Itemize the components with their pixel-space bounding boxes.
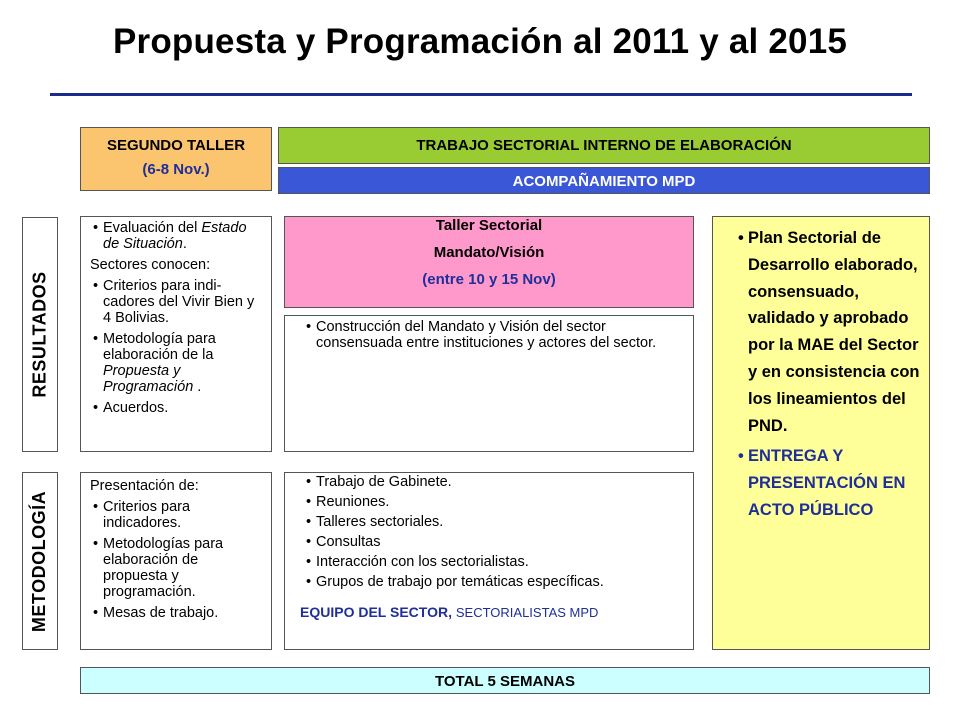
segundo-taller-label: SEGUNDO TALLER xyxy=(106,137,246,154)
taller-sectorial-title: Taller Sectorial xyxy=(435,217,543,234)
acompanamiento-bar: ACOMPAÑAMIENTO MPD xyxy=(278,167,930,194)
taller-sectorial-box xyxy=(284,216,694,308)
list-item: • Consultas xyxy=(316,534,683,550)
segundo-taller-box xyxy=(80,127,272,191)
metodologia-label xyxy=(22,472,58,650)
resultados-left-box xyxy=(80,216,272,452)
taller-sectorial-dates: (entre 10 y 15 Nov) xyxy=(422,271,556,288)
plan-item: • Plan Sectorial de Desarrollo elaborado, consensuado, validado y aprobado por la MAE del Sector y en consistencia con los lineamientos del PND. xyxy=(748,225,921,439)
metodologia-label-text: METODOLOGÍA xyxy=(29,490,50,632)
equipo-normal: SECTORIALISTAS MPD xyxy=(455,605,599,620)
title-rule xyxy=(50,93,912,96)
taller-sectorial-subtitle: Mandato/Visión xyxy=(433,244,545,261)
segundo-taller-dates: (6-8 Nov.) xyxy=(142,161,210,178)
list-item: • Criterios para indi-cadores del Vivir Bien y 4 Bolivias. xyxy=(103,278,265,326)
total-bar: TOTAL 5 SEMANAS xyxy=(80,667,930,694)
list-item: • Mesas de trabajo. xyxy=(103,605,265,621)
equipo-bold: EQUIPO DEL SECTOR, xyxy=(300,604,452,620)
metodologia-left-box xyxy=(80,472,272,650)
presentacion-label: Presentación de: xyxy=(90,478,199,494)
list-item: • Interacción con los sectorialistas. xyxy=(316,554,683,570)
sectores-label: Sectores conocen: xyxy=(90,257,211,273)
list-item: • Evaluación del Estado de Situación. xyxy=(103,220,265,252)
list-item: • Trabajo de Gabinete. xyxy=(316,474,683,490)
resultados-label xyxy=(22,217,58,452)
list-item: • Grupos de trabajo por temáticas específicas. xyxy=(316,574,683,590)
list-item: • Reuniones. xyxy=(316,494,683,510)
metodologia-center-box xyxy=(284,472,694,650)
list-item: • Talleres sectoriales. xyxy=(316,514,683,530)
construccion-box xyxy=(284,315,694,452)
list-item: • Construcción del Mandato y Visión del sector consensuada entre instituciones y actores del sector. xyxy=(316,319,683,351)
list-item: • Acuerdos. xyxy=(103,400,265,416)
list-item: • Metodología para elaboración de la Propuesta y Programación . xyxy=(103,331,265,395)
list-item: • Metodologías para elaboración de propuesta y programación. xyxy=(103,536,265,600)
page-title: Propuesta y Programación al 2011 y al 2015 xyxy=(112,22,848,61)
equipo-line xyxy=(300,604,683,621)
plan-item-entrega: • ENTREGA Y PRESENTACIÓN EN ACTO PÚBLICO xyxy=(748,443,921,523)
plan-box xyxy=(712,216,930,650)
trabajo-sectorial-bar: TRABAJO SECTORIAL INTERNO DE ELABORACIÓN xyxy=(278,127,930,164)
resultados-label-text: RESULTADOS xyxy=(29,271,50,398)
list-item: • Criterios para indicadores. xyxy=(103,499,265,531)
